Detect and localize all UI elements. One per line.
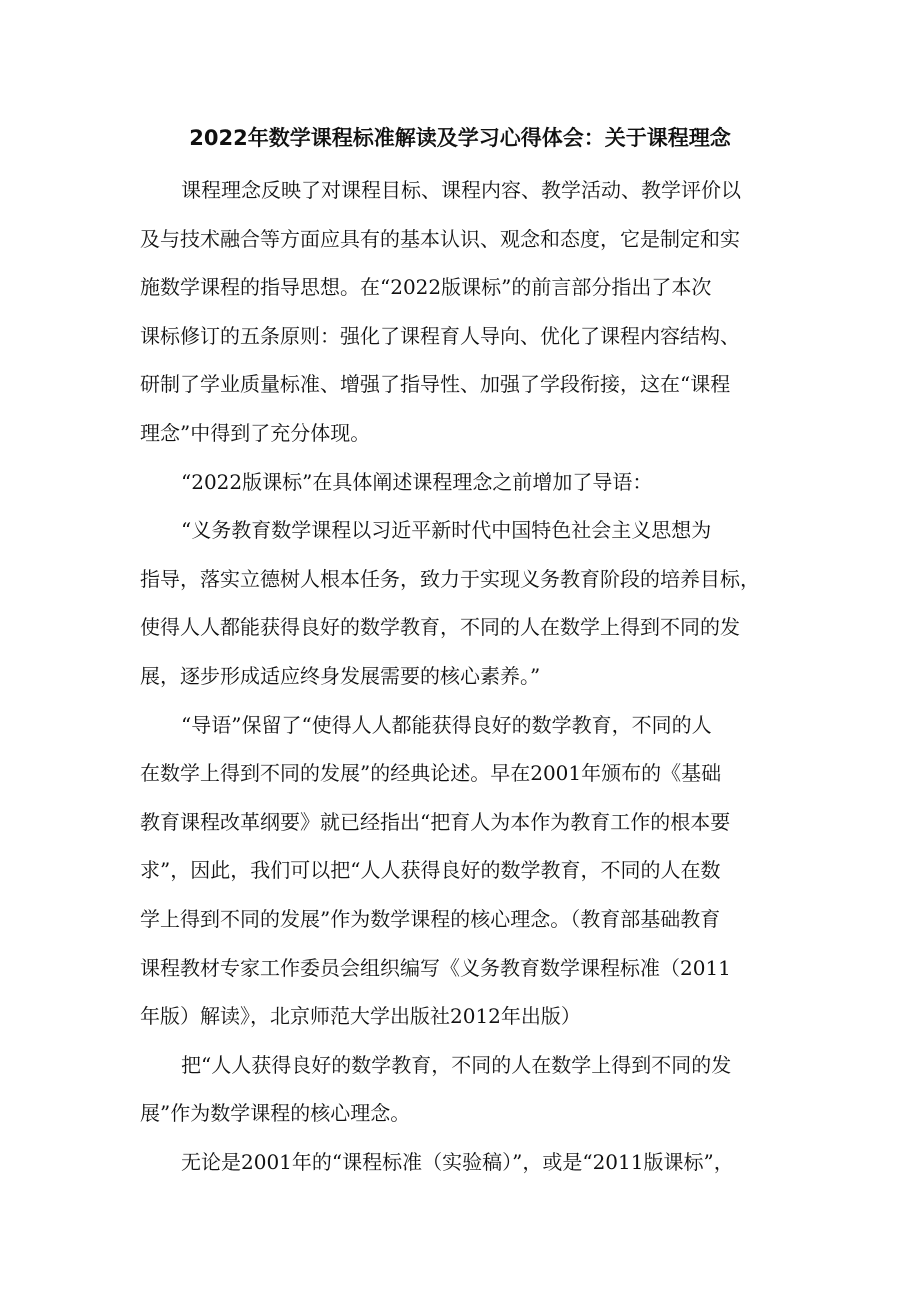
paragraph-continuation <box>140 1138 792 1187</box>
text-line: 展”作为数学课程的核心理念。 <box>140 1101 411 1126</box>
paragraph-quote <box>140 506 792 700</box>
text-line: “导语”保留了“使得人人都能获得良好的数学教育，不同的人 <box>181 712 712 737</box>
text-line: 指导，落实立德树人根本任务，致力于实现义务教育阶段的培养目标， <box>140 566 760 591</box>
text-line: 施数学课程的指导思想。在“2022版课标”的前言部分指出了本次 <box>140 275 712 300</box>
paragraph-intro-note <box>140 458 792 507</box>
text-line: 无论是2001年的“课程标准（实验稿）”，或是“2011版课标”， <box>181 1149 734 1174</box>
document-body <box>140 166 792 1186</box>
document-title: 2022年数学课程标准解读及学习心得体会：关于课程理念 <box>189 126 731 150</box>
text-line: 把“人人获得良好的数学教育，不同的人在数学上得到不同的发 <box>181 1052 732 1077</box>
text-line: 课标修订的五条原则：强化了课程育人导向、优化了课程内容结构、 <box>140 323 740 348</box>
text-line: 课程教材专家工作委员会组织编写《义务教育数学课程标准（2011 <box>140 955 731 980</box>
paragraph-course-concept <box>140 166 792 458</box>
text-line: 学上得到不同的发展”作为数学课程的核心理念。（教育部基础教育 <box>140 906 721 931</box>
text-line: “2022版课标”在具体阐述课程理念之前增加了导语： <box>181 469 653 494</box>
text-line: 理念”中得到了充分体现。 <box>140 420 371 445</box>
text-line: 及与技术融合等方面应具有的基本认识、观念和态度，它是制定和实 <box>140 226 740 251</box>
paragraph-classic-statement <box>140 701 792 1041</box>
text-line: 教育课程改革纲要》就已经指出“把育人为本作为教育工作的根本要 <box>140 809 731 834</box>
text-line: 课程理念反映了对课程目标、课程内容、教学活动、教学评价以 <box>181 178 741 202</box>
paragraph-core-concept <box>140 1041 792 1138</box>
text-line: 在数学上得到不同的发展”的经典论述。早在2001年颁布的《基础 <box>140 761 722 786</box>
text-line: 使得人人都能获得良好的数学教育，不同的人在数学上得到不同的发 <box>140 615 740 640</box>
text-line: 研制了学业质量标准、增强了指导性、加强了学段衔接，这在“课程 <box>140 372 731 397</box>
text-line: 年版）解读》，北京师范大学出版社2012年出版） <box>140 1004 581 1029</box>
text-line: “义务教育数学课程以习近平新时代中国特色社会主义思想为 <box>181 518 712 543</box>
text-line: 展，逐步形成适应终身发展需要的核心素养。” <box>140 663 541 688</box>
text-line: 求”，因此，我们可以把“人人获得良好的数学教育，不同的人在数 <box>140 858 721 883</box>
